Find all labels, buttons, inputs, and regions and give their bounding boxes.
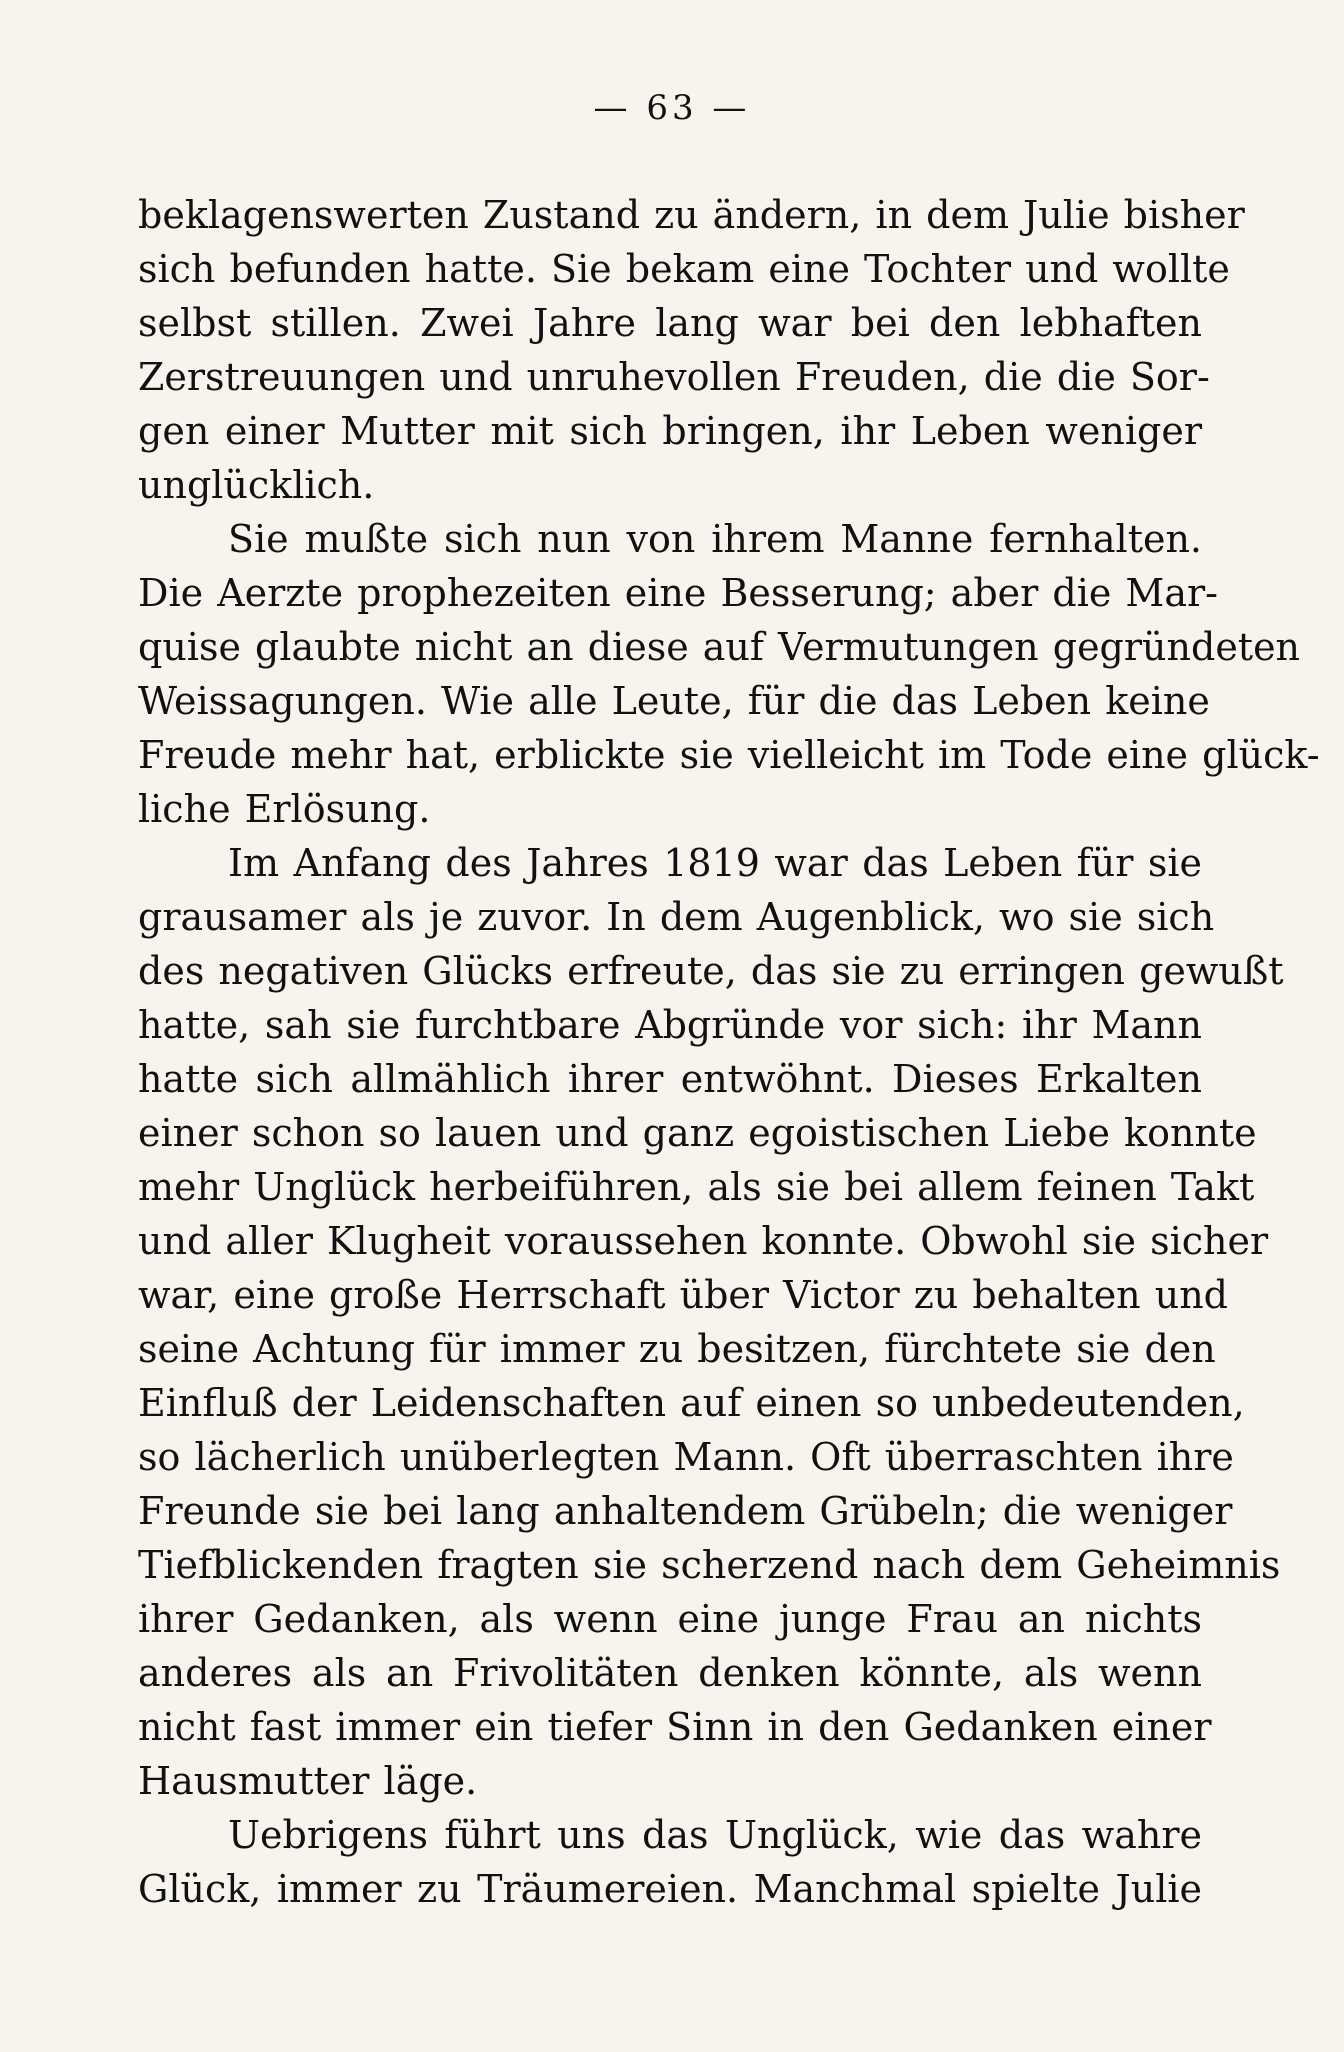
text-line: beklagenswerten Zustand zu ändern, in dem Julie bisher (138, 193, 1245, 237)
text-line: Freunde sie bei lang anhaltendem Grübeln; die weniger (138, 1489, 1233, 1533)
text-line: und aller Klugheit voraussehen konnte. Obwohl sie sicher (138, 1219, 1269, 1263)
text-line: quise glaubte nicht an diese auf Vermutungen gegründeten (138, 625, 1301, 669)
text-line: Glück, immer zu Träumereien. Manchmal spielte Julie (138, 1867, 1202, 1911)
text-line: so lächerlich unüberlegten Mann. Oft überraschten ihre (138, 1435, 1234, 1479)
text-line: Sie mußte sich nun von ihrem Manne fernhalten. (228, 517, 1202, 561)
text-line: Weissagungen. Wie alle Leute, für die das Leben keine (138, 679, 1210, 723)
body-text (138, 188, 1320, 1916)
text-line: ihrer Gedanken, als wenn eine junge Frau an nichts (138, 1597, 1202, 1641)
text-line: Einfluß der Leidenschaften auf einen so unbedeutenden, (138, 1381, 1245, 1425)
text-line: Tiefblickenden fragten sie scherzend nach dem Geheimnis (138, 1543, 1281, 1587)
text-line: liche Erlösung. (138, 787, 431, 831)
text-line: hatte sich allmählich ihrer entwöhnt. Dieses Erkalten (138, 1057, 1202, 1101)
text-line: Freude mehr hat, erblickte sie vielleicht im Tode eine glück- (138, 733, 1320, 777)
text-line: gen einer Mutter mit sich bringen, ihr Leben weniger (138, 409, 1202, 453)
text-line: nicht fast immer ein tiefer Sinn in den Gedanken einer (138, 1705, 1212, 1749)
text-line: Die Aerzte prophezeiten eine Besserung; aber die Mar- (138, 571, 1219, 615)
text-line: unglücklich. (138, 463, 375, 507)
text-line: Uebrigens führt uns das Unglück, wie das wahre (228, 1813, 1202, 1857)
text-line: seine Achtung für immer zu besitzen, fürchtete sie den (138, 1327, 1216, 1371)
text-line: war, eine große Herrschaft über Victor zu behalten und (138, 1273, 1229, 1317)
page-number: — 63 — (593, 88, 751, 128)
text-line: selbst stillen. Zwei Jahre lang war bei den lebhaften (138, 301, 1202, 345)
text-line: einer schon so lauen und ganz egoistischen Liebe konnte (138, 1111, 1257, 1155)
text-line: sich befunden hatte. Sie bekam eine Tochter und wollte (138, 247, 1230, 291)
text-line: Hausmutter läge. (138, 1759, 478, 1803)
text-line: Im Anfang des Jahres 1819 war das Leben für sie (228, 841, 1202, 885)
text-line: hatte, sah sie furchtbare Abgründe vor sich: ihr Mann (138, 1003, 1202, 1047)
text-line: grausamer als je zuvor. In dem Augenblick, wo sie sich (138, 895, 1215, 939)
text-line: mehr Unglück herbeiführen, als sie bei allem feinen Takt (138, 1165, 1255, 1209)
text-line: anderes als an Frivolitäten denken könnte, als wenn (138, 1651, 1202, 1695)
text-line: Zerstreuungen und unruhevollen Freuden, die die Sor- (138, 355, 1210, 399)
text-line: des negativen Glücks erfreute, das sie zu erringen gewußt (138, 949, 1284, 993)
